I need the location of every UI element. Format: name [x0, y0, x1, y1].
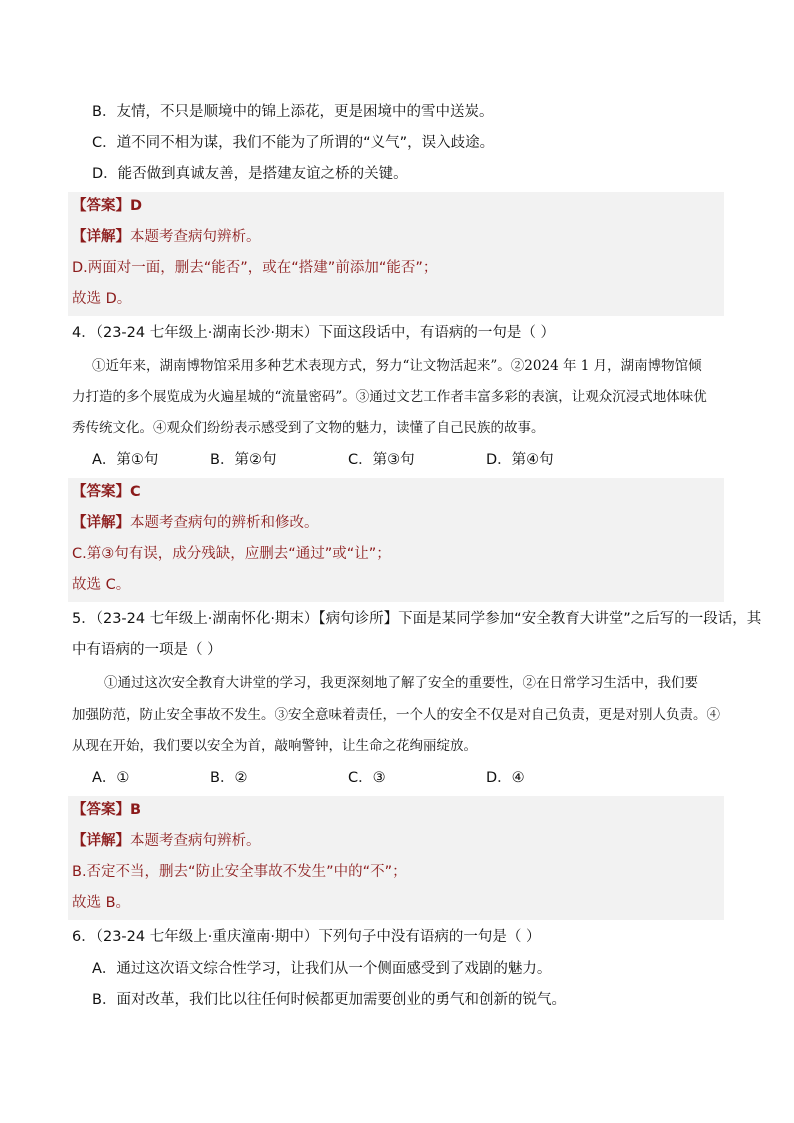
q3-answer-block: [68, 192, 724, 316]
q4-passage-line-1: ①近年来，湖南博物馆采用多种艺术表现方式，努力“让文物活起来”。②2024 年 1 月，湖南博物馆倾: [92, 358, 702, 374]
q6-stem: 6．（23-24 七年级上·重庆潼南·期中）下列句子中没有语病的一句是（ ）: [72, 929, 541, 945]
detail-tag: 【详解】: [72, 833, 130, 849]
q5-choice-c: C．③: [348, 770, 386, 786]
q4-conclude: 故选 C。: [72, 577, 131, 593]
q5-choice-d: D．④: [486, 770, 525, 786]
detail-text: 本题考查病句辨析。: [130, 833, 261, 849]
q5-answer-block: [68, 796, 724, 920]
detail-text: 本题考查病句辨析。: [130, 229, 261, 245]
q4-choice-d: D．第④句: [486, 452, 554, 468]
answer-tag: 【答案】: [72, 484, 130, 500]
q3-answer: [72, 196, 142, 216]
q5-conclude: 故选 B。: [72, 895, 131, 911]
q3-detail: [72, 227, 261, 247]
q5-choice-b: B．②: [210, 770, 248, 786]
q6-option-b: B．面对改革，我们比以往任何时候都更加需要创业的勇气和创新的锐气。: [92, 992, 566, 1008]
q5-passage-line-3: 从现在开始，我们要以安全为首，敲响警钟，让生命之花绚丽绽放。: [72, 738, 477, 754]
answer-tag: 【答案】: [72, 198, 130, 214]
q3-conclude: 故选 D。: [72, 291, 132, 307]
detail-tag: 【详解】: [72, 515, 130, 531]
q4-answer: [72, 482, 141, 502]
q6-option-a: A．通过这次语文综合性学习，让我们从一个侧面感受到了戏剧的魅力。: [92, 961, 552, 977]
q4-choice-a: A．第①句: [92, 452, 159, 468]
q4-choice-c: C．第③句: [348, 452, 415, 468]
answer-tag: 【答案】: [72, 802, 130, 818]
q4-choice-b: B．第②句: [210, 452, 277, 468]
answer-value: D: [130, 198, 143, 214]
detail-tag: 【详解】: [72, 229, 130, 245]
q5-detail: [72, 831, 261, 851]
q3-option-d: D．能否做到真诚友善，是搭建友谊之桥的关键。: [92, 166, 408, 182]
q3-option-b: B．友情，不只是顺境中的锦上添花，更是困境中的雪中送炭。: [92, 104, 494, 120]
q4-detail: [72, 513, 319, 533]
q5-stem-line-2: 中有语病的一项是（ ）: [72, 642, 222, 658]
q4-passage-line-2: 力打造的多个展览成为火遍星城的“流量密码”。③通过文艺工作者丰富多彩的表演，让观众沉浸式地体味优: [72, 389, 707, 405]
q5-passage-line-1: ①通过这次安全教育大讲堂的学习，我更深刻地了解了安全的重要性，②在日常学习生活中，我们要: [104, 675, 698, 691]
q3-explain: D.两面对一面，删去“能否”，或在“搭建”前添加“能否”；: [72, 260, 438, 276]
answer-value: C: [130, 484, 141, 500]
q5-explain: B.否定不当，删去“防止安全事故不发生”中的“不”；: [72, 864, 407, 880]
q5-answer: [72, 800, 141, 820]
q5-stem-line-1: 5．（23-24 七年级上·湖南怀化·期末）【病句诊所】下面是某同学参加“安全教育大讲堂”之后写的一段话，其: [72, 611, 762, 627]
q5-passage-line-2: 加强防范，防止安全事故不发生。③安全意味着责任，一个人的安全不仅是对自己负责，更是对别人负责。④: [72, 707, 720, 723]
q4-stem: 4．（23-24 七年级上·湖南长沙·期末）下面这段话中，有语病的一句是（ ）: [72, 325, 556, 341]
detail-text: 本题考查病句的辨析和修改。: [130, 515, 319, 531]
q4-explain: C.第③句有误，成分残缺，应删去“通过”或“让”；: [72, 546, 391, 562]
q5-choice-a: A．①: [92, 770, 130, 786]
q4-answer-block: [68, 478, 724, 602]
answer-value: B: [130, 802, 142, 818]
q3-option-c: C．道不同不相为谋，我们不能为了所谓的“义气”，误入歧途。: [92, 135, 495, 151]
q4-passage-line-3: 秀传统文化。④观众们纷纷表示感受到了文物的魅力，读懂了自己民族的故事。: [72, 420, 545, 436]
